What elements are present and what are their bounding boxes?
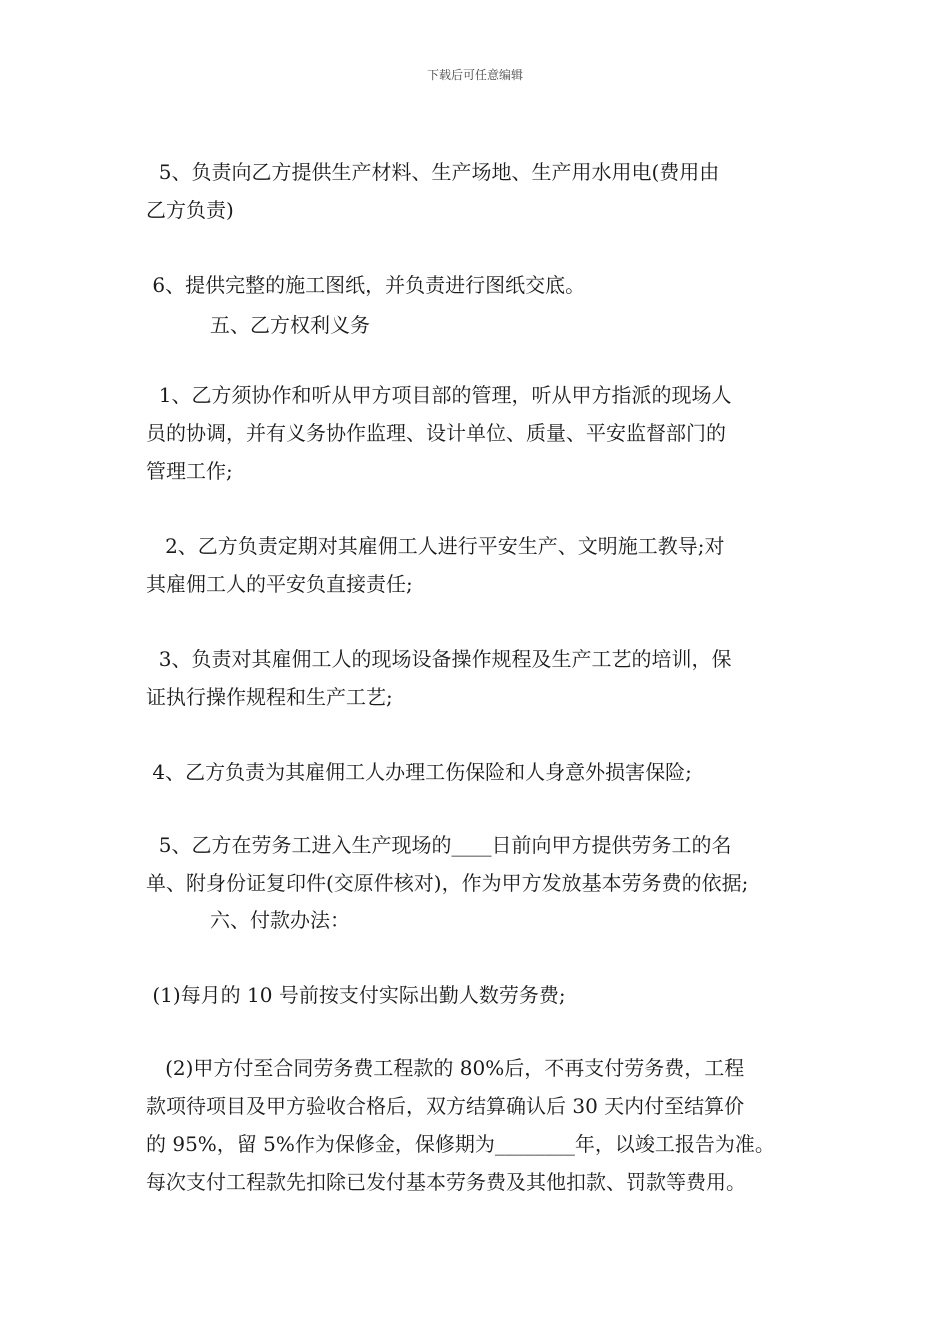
paragraph-payment-1 <box>146 976 816 1014</box>
section-heading-five: 五、乙方权利义务 <box>210 313 370 337</box>
text-line: 其雇佣工人的平安负直接责任; <box>146 572 413 596</box>
text-line: 款项待项目及甲方验收合格后，双方结算确认后 30 天内付至结算价 <box>146 1094 745 1118</box>
paragraph-party-b-duty-3 <box>146 640 816 716</box>
text-line: 管理工作; <box>146 459 233 483</box>
text-line: 5、乙方在劳务工进入生产现场的____日前向甲方提供劳务工的名 <box>146 833 732 857</box>
text-line: 每次支付工程款先扣除已发付基本劳务费及其他扣款、罚款等费用。 <box>146 1170 746 1194</box>
text-line: 4、乙方负责为其雇佣工人办理工伤保险和人身意外损害保险; <box>146 760 692 784</box>
text-line: 1、乙方须协作和听从甲方项目部的管理，听从甲方指派的现场人 <box>146 383 732 407</box>
paragraph-party-a-duty-6 <box>146 266 816 304</box>
section-heading-six: 六、付款办法： <box>210 908 350 932</box>
paragraph-party-b-duty-4 <box>146 753 816 791</box>
text-line: 证执行操作规程和生产工艺; <box>146 685 393 709</box>
paragraph-party-b-duty-2 <box>146 527 816 603</box>
text-line: 6、提供完整的施工图纸，并负责进行图纸交底。 <box>146 273 586 297</box>
text-line: 的 95%，留 5%作为保修金，保修期为________年，以竣工报告为准。 <box>146 1132 775 1156</box>
text-line: 乙方负责) <box>146 198 234 222</box>
paragraph-party-b-duty-5 <box>146 826 816 902</box>
page-header: 下载后可任意编辑 <box>426 68 523 82</box>
paragraph-payment-2 <box>146 1049 816 1201</box>
text-line: 2、乙方负责定期对其雇佣工人进行平安生产、文明施工教导;对 <box>146 534 725 558</box>
text-line: 3、负责对其雇佣工人的现场设备操作规程及生产工艺的培训，保 <box>146 647 732 671</box>
paragraph-party-a-duty-5 <box>146 153 816 229</box>
text-line: 单、附身份证复印件(交原件核对)，作为甲方发放基本劳务费的依据; <box>146 871 749 895</box>
text-line: (2)甲方付至合同劳务费工程款的 80%后，不再支付劳务费，工程 <box>146 1056 745 1080</box>
text-line: 5、负责向乙方提供生产材料、生产场地、生产用水用电(费用由 <box>146 160 720 184</box>
text-line: (1)每月的 10 号前按支付实际出勤人数劳务费; <box>146 983 566 1007</box>
paragraph-party-b-duty-1 <box>146 376 816 490</box>
text-line: 员的协调，并有义务协作监理、设计单位、质量、平安监督部门的 <box>146 421 726 445</box>
